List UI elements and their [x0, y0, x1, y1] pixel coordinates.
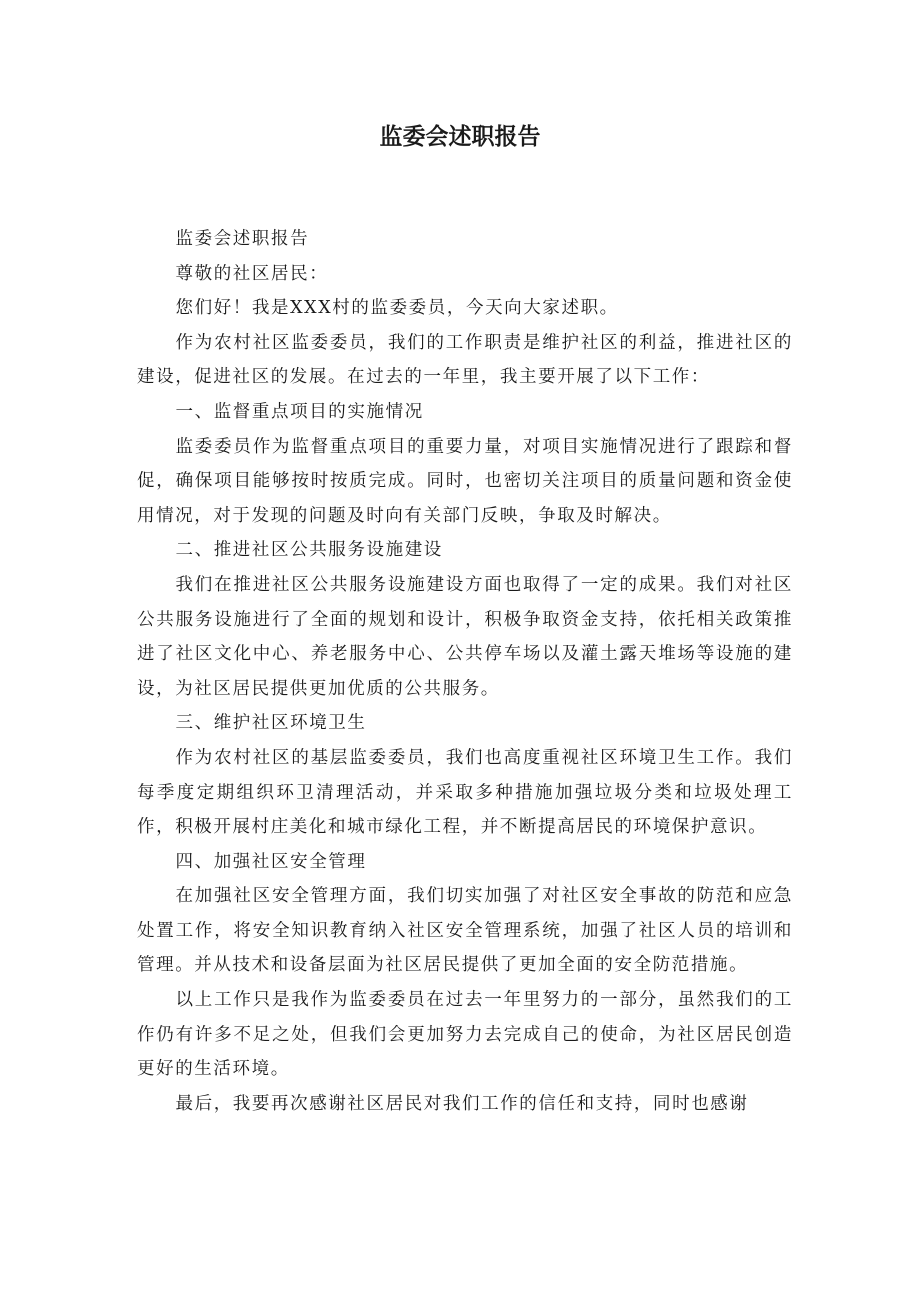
document-body	[137, 222, 793, 1121]
section-heading-1: 一、监督重点项目的实施情况	[175, 401, 424, 422]
paragraph-intro: 作为农村社区监委委员，我们的工作职责是维护社区的利益，推进社区的建设，促进社区的发展。在过去的一年里，我主要开展了以下工作：	[137, 332, 793, 388]
paragraph-section-2: 我们在推进社区公共服务设施建设方面也取得了一定的成果。我们对社区公共服务设施进行了全面的规划和设计，积极争取资金支持，依托相关政策推进了社区文化中心、养老服务中心、公共停车场以及灌土露天堆场等设施的建设，为社区居民提供更加优质的公共服务。	[137, 574, 793, 699]
section-heading-3: 三、维护社区环境卫生	[175, 713, 367, 734]
paragraph-heading-repeat: 监委会述职报告	[175, 229, 310, 249]
paragraph-summary: 以上工作只是我作为监委委员在过去一年里努力的一部分，虽然我们的工作仍有许多不足之处，但我们会更加努力去完成自己的使命，为社区居民创造更好的生活环境。	[137, 990, 793, 1080]
paragraph-section-3: 作为农村社区的基层监委委员，我们也高度重视社区环境卫生工作。我们每季度定期组织环卫清理活动，并采取多种措施加强垃圾分类和垃圾处理工作，积极开展村庄美化和城市绿化工程，并不断提高居民的环境保护意识。	[137, 747, 793, 838]
paragraph-section-1: 监委委员作为监督重点项目的重要力量，对项目实施情况进行了跟踪和督促，确保项目能够按时按质完成。同时，也密切关注项目的质量问题和资金使用情况，对于发现的问题及时向有关部门反映，争取及时解决。	[137, 436, 793, 526]
document-title: 监委会述职报告	[379, 124, 541, 150]
section-heading-4: 四、加强社区安全管理	[175, 851, 367, 872]
paragraph-greeting: 您们好！我是XXX村的监委委员，今天向大家述职。	[175, 298, 619, 319]
section-heading-2: 二、推进社区公共服务设施建设	[175, 540, 443, 561]
paragraph-salutation: 尊敬的社区居民：	[175, 263, 329, 284]
paragraph-section-4: 在加强社区安全管理方面，我们切实加强了对社区安全事故的防范和应急处置工作，将安全知识教育纳入社区安全管理系统，加强了社区人员的培训和管理。并从技术和设备层面为社区居民提供了更加全面的安全防范措施。	[137, 886, 793, 976]
paragraph-closing: 最后，我要再次感谢社区居民对我们工作的信任和支持，同时也感谢	[175, 1093, 749, 1114]
